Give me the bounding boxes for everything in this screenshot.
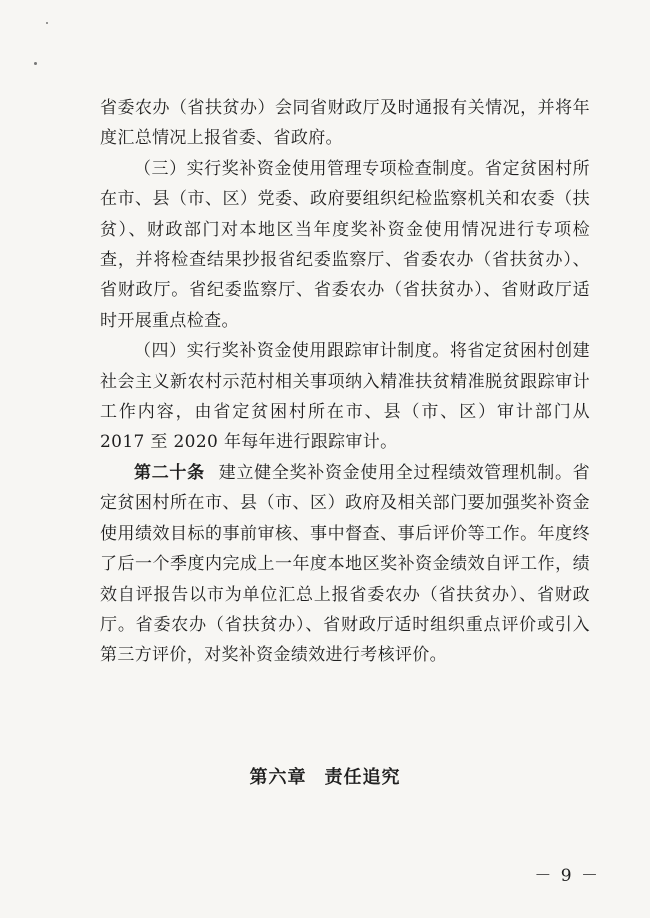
paragraph-article-20 bbox=[100, 458, 590, 671]
chapter-heading bbox=[0, 763, 650, 789]
paragraph-continuation: 省委农办（省扶贫办）会同省财政厅及时通报有关情况，并将年度汇总情况上报省委、省政府。 bbox=[100, 98, 590, 149]
paragraph-inspection-system: （三）实行奖补资金使用管理专项检查制度。省定贫困村所在市、县（市、区）党委、政府要组织纪检监察机关和农委（扶贫）、财政部门对本地区当年度奖补资金使用情况进行专项检查，并将检查结果抄报省纪委监察厅、省委农办（省扶贫办）、省财政厅。省纪委监察厅、省委农办（省扶贫办）、省财政厅适时开展重点检查。 bbox=[100, 158, 590, 331]
scan-speck bbox=[34, 62, 37, 65]
paragraph-audit-system: （四）实行奖补资金使用跟踪审计制度。将省定贫困村创建社会主义新农村示范村相关事项纳入精准扶贫精准脱贫跟踪审计工作内容，由省定贫困村所在市、县（市、区）审计部门从 2017 至 2020 年每年进行跟踪审计。 bbox=[100, 341, 590, 453]
chapter-title: 责任追究 bbox=[324, 767, 401, 788]
chapter-number: 第六章 bbox=[249, 767, 307, 788]
page-number: － 9 － bbox=[534, 866, 600, 886]
article-20-label: 第二十条 bbox=[134, 462, 205, 483]
scan-speck bbox=[46, 22, 48, 24]
article-20-text: 建立健全奖补资金使用全过程绩效管理机制。省定贫困村所在市、县（市、区）政府及相关部门要加强奖补资金使用绩效目标的事前审核、事中督查、事后评价等工作。年度终了后一个季度内完成上一年度本地区奖补资金绩效自评工作，绩效自评报告以市为单位汇总上报省委农办（省扶贫办）、省财政厅。省委农办（省扶贫办）、省财政厅适时组织重点评价或引入第三方评价，对奖补资金绩效进行考核评价。 bbox=[100, 462, 590, 666]
body-text bbox=[100, 93, 590, 671]
